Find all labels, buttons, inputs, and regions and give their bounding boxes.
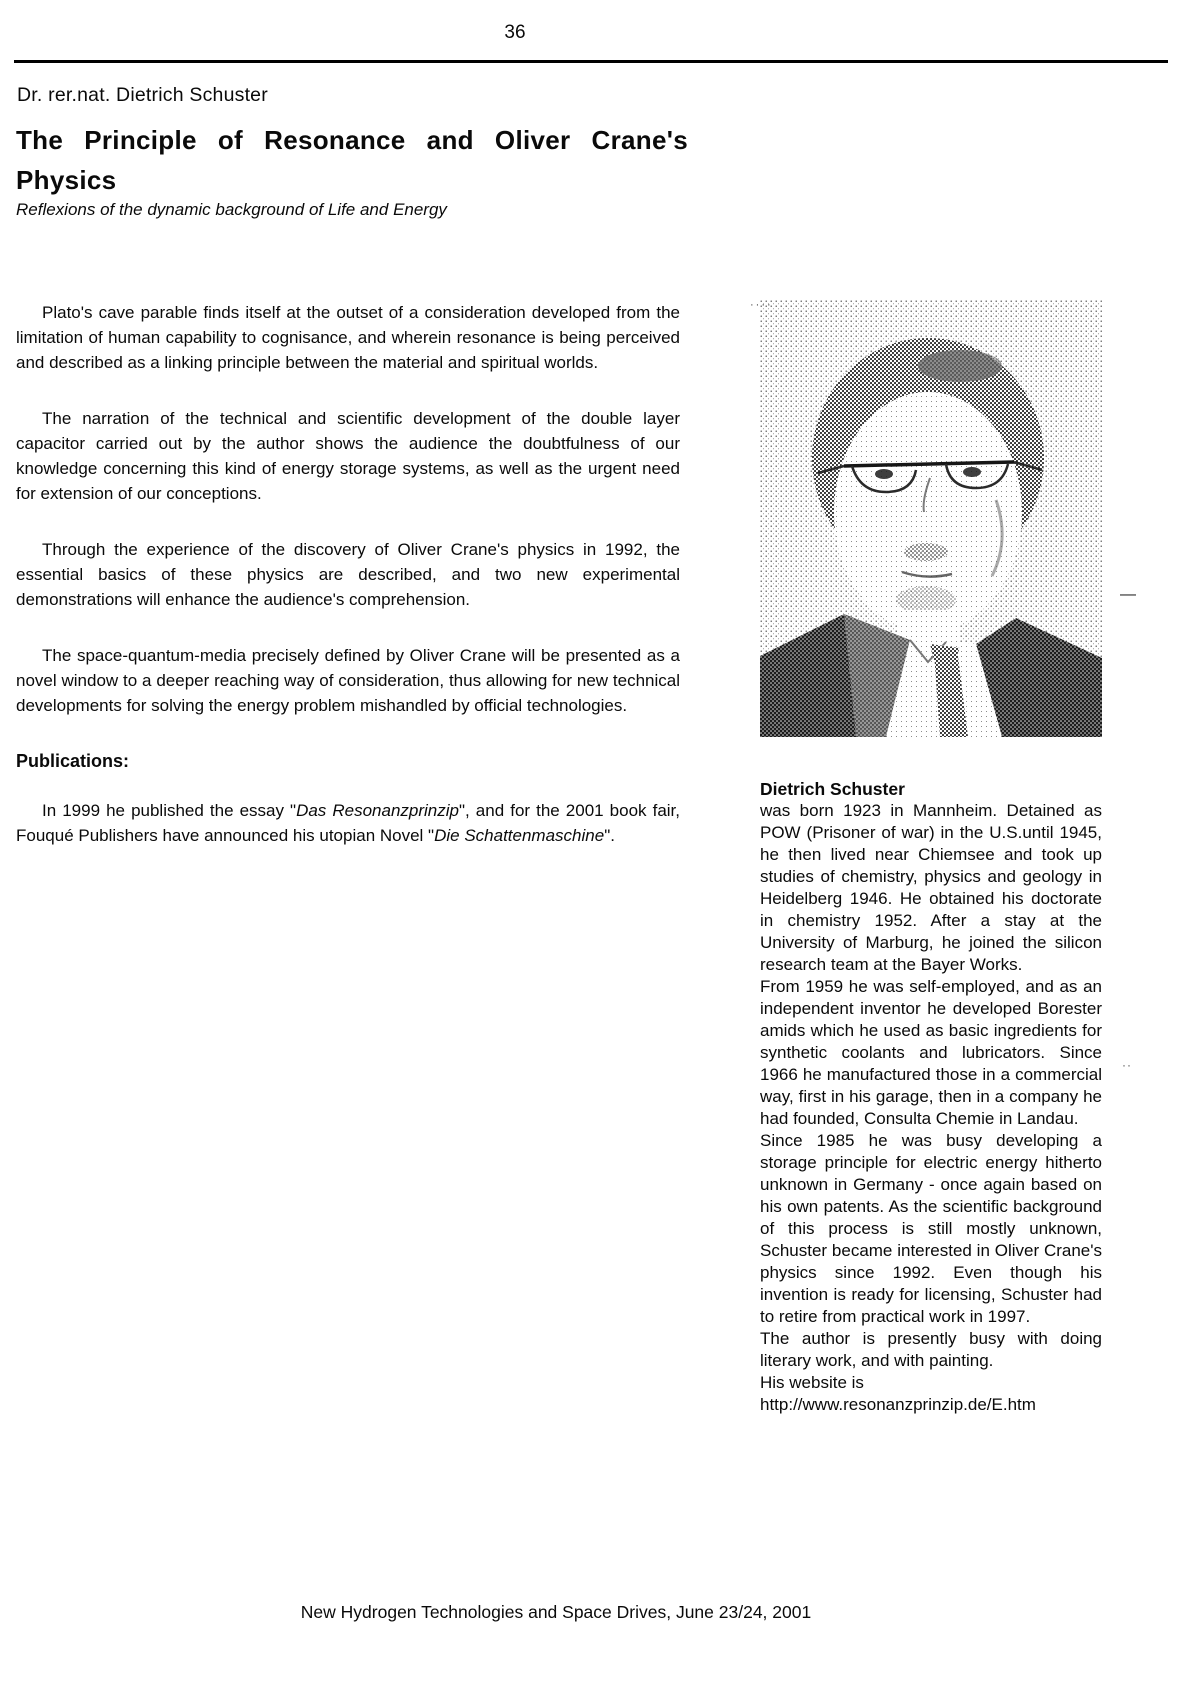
bio-column <box>760 300 1102 1416</box>
mustache-shadow <box>904 543 948 561</box>
publications-essay-title: Das Resonanzprinzip <box>296 801 459 820</box>
bio-paragraph-2: From 1959 he was self-employed, and as an independent inventor he developed Borester amids which he used as basic ingredients for synthetic coolants and lubricators. Since 1966 he manufactured those in a commercial way, first in his garage, then in a company he had founded, Consulta Chemie in Landau. <box>760 977 1102 1128</box>
publications-text: ", and for the 2001 book fair, Fouqué Publishers have announced his utopian Novel " <box>16 801 680 845</box>
website-label: His website is <box>760 1373 864 1392</box>
chin-shadow <box>896 586 956 614</box>
publications-heading: Publications: <box>16 751 130 771</box>
bio-paragraph-4: The author is presently busy with doing literary work, and with painting. <box>760 1329 1102 1370</box>
publications-text: ". <box>604 826 615 845</box>
hair-shadow <box>918 350 1002 382</box>
header-rule <box>14 60 1168 63</box>
bio-name: Dietrich Schuster <box>760 779 905 799</box>
publications-novel-title: Die Schattenmaschine <box>434 826 605 845</box>
body-paragraph-1: Plato's cave parable finds itself at the outset of a consideration developed from the limitation of human capability to cognisance, and wherein resonance is being perceived and described as a linking principle between the material and spiritual worlds. <box>16 303 680 372</box>
eye-left <box>875 469 893 479</box>
bio-paragraph-1: was born 1923 in Mannheim. Detained as POW (Prisoner of war) in the U.S.until 1945, he then lived near Chiemsee and took up studies of chemistry, physics and geology in Heidelberg 1946. He obtained his doctorate in chemistry 1952. After a stay at the University of Marburg, he joined the silicon research team at the Bayer Works. <box>760 801 1102 974</box>
body-paragraph-4: The space-quantum-media precisely defined by Oliver Crane will be presented as a novel window to a deeper reaching way of consideration, thus allowing for new technical developments for solving the energy problem mishandled by official technologies. <box>16 646 680 715</box>
portrait-photo <box>760 300 1102 737</box>
body-paragraph-3: Through the experience of the discovery of Oliver Crane's physics in 1992, the essential basics of these physics are described, and two new experimental demonstrations will enhance the audience's comprehension. <box>16 540 680 609</box>
article-body <box>16 300 680 848</box>
article-subtitle: Reflexions of the dynamic background of Life and Energy <box>16 200 447 219</box>
bio-paragraph-3: Since 1985 he was busy developing a storage principle for electric energy hitherto unknown in Germany - once again based on his own patents. As the scientific background of this process is still mostly unknown, Schuster became interested in Oliver Crane's physics since 1992. Even though his invention is ready for licensing, Schuster had to retire from practical work in 1997. <box>760 1131 1102 1326</box>
eye-right <box>963 467 981 477</box>
article-title: The Principle of Resonance and Oliver Crane's Physics <box>16 125 688 195</box>
website-url: http://www.resonanzprinzip.de/E.htm <box>760 1395 1036 1414</box>
author-line: Dr. rer.nat. Dietrich Schuster <box>17 84 268 106</box>
body-paragraph-2: The narration of the technical and scientific development of the double layer capacitor carried out by the author shows the audience the doubtfulness of our knowledge concerning this kind of energy storage systems, as well as the urgent need for extension of our conceptions. <box>16 409 680 503</box>
portrait-photo-halftone <box>760 300 1102 737</box>
footer-line: New Hydrogen Technologies and Space Drives, June 23/24, 2001 <box>300 1602 812 1622</box>
publications-text: In 1999 he published the essay " <box>42 801 297 820</box>
scan-artifact-dots: ···· <box>750 299 773 311</box>
scan-artifact-dots-2: ·· <box>1122 1058 1132 1072</box>
publications-paragraph <box>16 798 680 848</box>
scan-artifact-dash: — <box>1120 586 1136 603</box>
page-number: 36 <box>504 22 526 43</box>
